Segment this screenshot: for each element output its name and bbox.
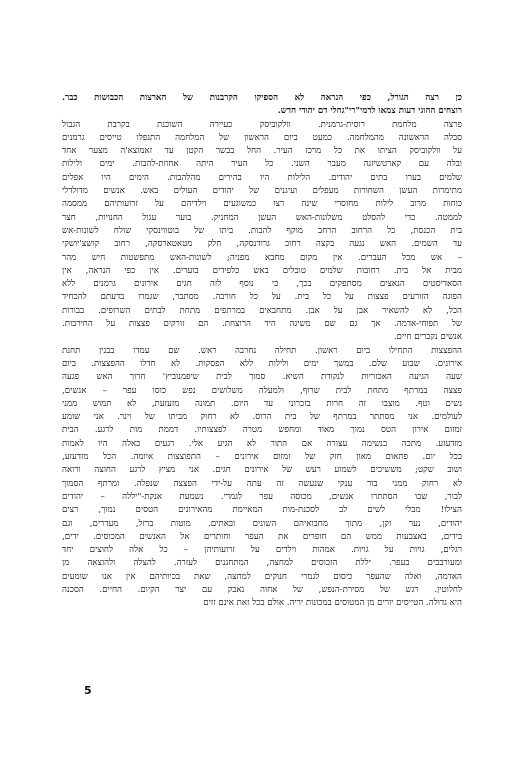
text-line: בידים, באצבעות ממש הם חופרים את העפר וחותרים אל האנשים המכוסים. ידים, — [62, 531, 462, 542]
paragraph — [62, 92, 462, 119]
text-line: הפוגה הזורעים פצצות על כל בית. על כל חורבה. מסתבר, שגמרו בדעתם להכחיד — [62, 292, 462, 303]
text-line: לא רחוק ממני בור ענקי שנעשה זה עתה על-ידי הפצצה שנפלה. ומרתף הסמוך — [62, 478, 462, 489]
text-line: של תפוחי-אדמה. אך גם שם משיגה היד הרוצחת. הם זורקים פצצות על החירבות. — [62, 319, 462, 330]
text-line: פרצה מלחמת רוסית-גרמנית. וולקוביסק כעיירה השוכנת בקרבת הגבול — [62, 119, 462, 130]
text-line: בכל יום. פתאום מאון חזק של זמזום אירונים – התפוצצות איומה. הכל מזדעזע, — [62, 452, 462, 463]
page-number: 5 — [84, 684, 92, 697]
text-line: ובלה עם קארטשיזנה מעבר השני. כל העיר היתה אחוזת-להבות. ימים ולילות — [62, 159, 462, 170]
text-line: עד השמים. האש נגעה בקצה רחוב גרודנסקה, חלק מטאטארסקה, רחוב קושצ'יושקי — [62, 239, 462, 250]
text-line: רגלים, גויות על גויות. אמהות וילדים על זרועותיהן – כל אלה לחוצים יחד — [62, 545, 462, 556]
text-line: סבלה הראשונה מהמלחמה. כמעט ביום הראשון של המלחמה התנפלו טייסים גרמנים — [62, 132, 462, 143]
text-line: פצצה במרתף מתחת לבית שרוף, ולמעלה משלושים נפש כוסו עפר – אנשים, — [62, 385, 462, 396]
text-line: רוצחים ההוגי דעות צמאו לדמי"רי"גחלי דם יהודי חדש. — [277, 106, 462, 117]
text-line: בית הכנסת, כל הרחוב הרחב מוקף להבות. ביתו של בוטווינסקי שולח לשונות-אש — [62, 225, 462, 236]
text-line: לממטה. כדי להסלט משלונות-האש העשן המחניק. בוער עגול החנויות, חצר — [62, 212, 462, 223]
text-line: ומעורבבים בעפר. יללת הזכוסים למחצה, המתחננים לעזרה. להצלה ולהוצאה מן — [62, 558, 462, 569]
text-line: אירונים. שבוע שלם. במשך ימים ולילות ללא הפסקות. לא חדלו ההפצצות. ביום — [62, 358, 462, 369]
text-line: – אש מכל העברים. אין מקום מחבא מפניה; לשונות-האש מתפשטות חיש מהר — [62, 252, 462, 263]
text-line: הצילו! מבלי לשים לב לסכנת-מות המאיימת מהאירונים הטסים נמוך, רצים — [62, 505, 462, 516]
paragraph — [62, 119, 462, 345]
text-line: הכל, לא להשאיר אבן על אבן. מתחבאים במרתפים מתחת לבתים השרופים. בבורות — [62, 305, 462, 316]
text-line: לעולמים. אני מסתתר במרתף של בית הרוס. לא רחוק מביתו של וינר. אני שומע — [62, 412, 462, 423]
text-line: לבור, שבו הסתתרו אנשים, מכוסה עפר לגמרי. נשמעת אנקת-"יללה – יהודים — [62, 491, 462, 502]
text-line: ההפצצות התחילו ביום ראשון. תחילה נחרבה ראש. שם עמדו בבנין תחנת — [62, 345, 462, 356]
text-line: כוחות מרוב לילות מחוסרי שינה רצו כמשוגעים וילדיהם על זרועותיהם ממסמה — [62, 199, 462, 210]
text-line: מתימרות העשן השחורות מעפלים ועיגנים של יהודים העולים באש. אנשים מדולדלי — [62, 186, 462, 197]
document-page — [62, 92, 462, 611]
text-line: זמזום אירון הטס נמוך מאוד ומחפש מטרה לפצצותיו. דממת מות לרגע. הבית — [62, 425, 462, 436]
text-line: לחלוטין. רגש של מסירת-הנפש, של אחוה נאבק עם יצר הקיום. החיים. הסכנה — [62, 584, 462, 595]
text-line: שלמים בערו בתים יהודים. הלילות היו בהירים מהלהבות. הימים היו אפלים — [62, 172, 462, 183]
text-line: הסאדיסטים הנאצים מסתפקים בכך, כי נוסף לזה חגים אירונים גרמנים ללא — [62, 279, 462, 290]
text-line: כן רצה הגורל, כפי הנראה לא הספיקו הקרבנות של הארצות הכבושות כבר. — [62, 93, 462, 103]
text-line: מבית אל בית. רחובות שלמים טובלים באש כלפידים בוערים. אין כפי הנראה, אין — [62, 265, 462, 276]
text-line: אנשים נקברים חיים. — [393, 332, 462, 343]
text-line: היא גדולה. הטייסים יורים מן המטוסים במכונות יריה. אולם בכל זאת אינם זזים — [203, 598, 462, 609]
text-line: יהודים, נער זקן, מתוך מחבואיהם השונים ובאתים. מוטות ברזל, מעדרים, וגם — [62, 518, 462, 529]
text-line: על וולקוביסק הציתו את כל מרכז העיר. החל בבשר הקטן עד זאמוצא'ה מצער אחד — [62, 146, 462, 157]
text-line: האדמה, ואלה שהעפר כיסום לגמרי חנוקים למחצה, שאת בכיותיהם אין אנו שומעים — [62, 571, 462, 582]
paragraph — [62, 345, 462, 611]
text-line: ושוב שקט; מששיכים לשמוע רעש של אירונים חגים. אני מציץ לרגע החוצה ורואה — [62, 465, 462, 476]
text-line: שעה הגיעה האכזריות לנקודת השיא. סמוך לבית שיפמנוביץ' חרוך האש פגעה — [62, 372, 462, 383]
text-line: מזדעזע. מתכה בנשימה עצורה אם התור לא הגיע אלי. רגעים כאלה היו לאמות — [62, 438, 462, 449]
text-line: נשים וטף. מוצבו זה חרות בזכרוני עד היום. תמונה מזעזעת, לא תמוש ממני — [62, 398, 462, 409]
